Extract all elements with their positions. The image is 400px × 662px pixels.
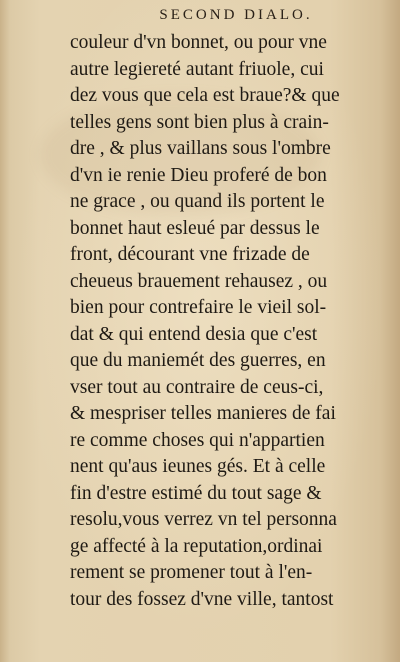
text-line: front, décourant vne frizade de <box>70 244 310 265</box>
text-line: couleur d'vn bonnet, ou pour vne <box>70 32 327 53</box>
text-line: tour des fossez d'vne ville, tantost <box>70 588 334 610</box>
text-line: & mespriser telles manieres de fai <box>70 403 336 424</box>
running-head: SECOND DIALO. <box>159 7 313 23</box>
text-line: vser tout au contraire de ceus-ci, <box>70 376 324 398</box>
text-line: bien pour contrefaire le vieil sol- <box>70 297 327 318</box>
text-line: fin d'estre estimé du tout sage & <box>70 482 322 504</box>
text-line: cheueus brauement rehausez , ou <box>70 270 328 292</box>
text-line: autre legiereté autant friuole, cui <box>70 58 324 80</box>
text-line: ne grace , ou quand ils portent le <box>70 191 325 212</box>
text-line: rement se promener tout à l'en- <box>70 562 313 583</box>
text-line: bonnet haut esleué par dessus le <box>70 217 320 239</box>
text-line: que du maniemét des guerres, en <box>70 350 326 371</box>
text-line: resolu,vous verrez vn tel personna <box>70 509 337 530</box>
page-body-text <box>70 30 388 613</box>
text-line: d'vn ie renie Dieu proferé de bon <box>70 164 327 186</box>
text-line: dez vous que cela est braue?& que <box>70 85 340 106</box>
text-line: telles gens sont bien plus à crain- <box>70 111 329 133</box>
text-line: re comme choses qui n'appartien <box>70 429 325 451</box>
text-line: dat & qui entend desia que c'est <box>70 323 318 345</box>
text-line: dre , & plus vaillans sous l'ombre <box>70 138 331 159</box>
text-line: ge affecté à la reputation,ordinai <box>70 535 323 557</box>
text-line: nent qu'aus ieunes gés. Et à celle <box>70 456 326 477</box>
